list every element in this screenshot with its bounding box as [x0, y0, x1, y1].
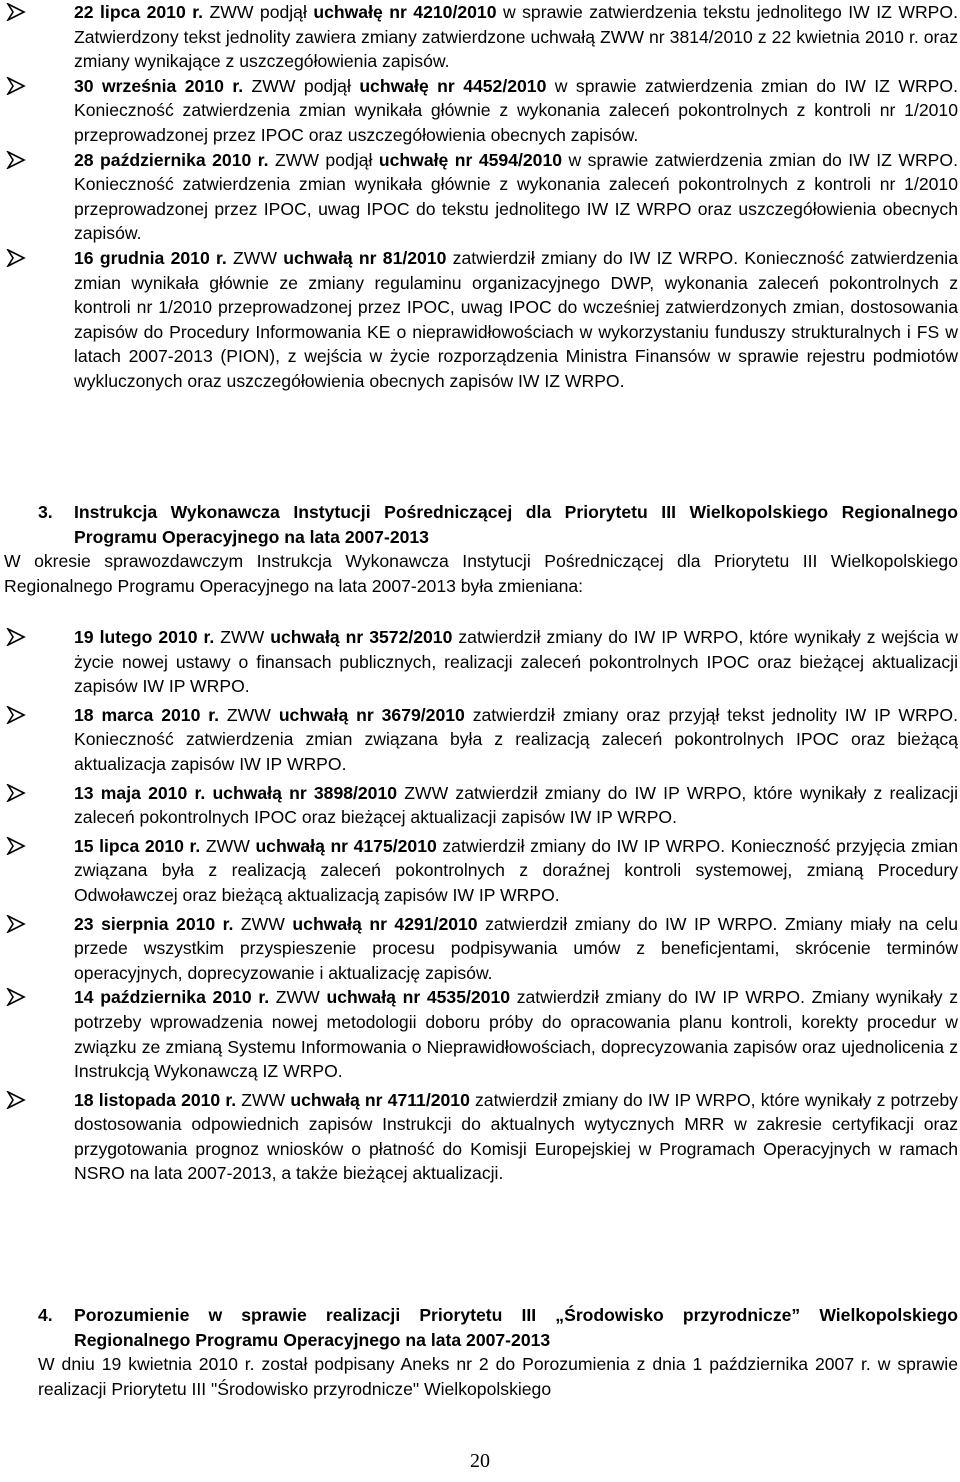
- arrowhead-bullet-icon: [6, 628, 26, 646]
- item-text: zatwierdził zmiany do IW IP WRPO. Zmiany miały na celu przede wszystkim przyspieszenie procesu podpisywania umów z beneficjentami, skrócenie terminów operacyjnych, doprecyzowanie i aktualizację zapisów.: [74, 913, 958, 983]
- section-title: Instrukcja Wykonawcza Instytucji Pośredniczącej dla Priorytetu III Wielkopolskiego Regionalnego Programu Operacyjnego na lata 2007-2013: [74, 502, 958, 547]
- resolution-list-iw-iz: [0, 0, 960, 394]
- item-date: 13 maja 2010 r.: [74, 782, 206, 803]
- section-heading: [0, 500, 960, 549]
- section-heading: [0, 1303, 960, 1352]
- item-pre: ZWW podjął: [203, 2, 314, 22]
- item-resolution: uchwałą nr 4175/2010: [255, 835, 437, 856]
- arrowhead-bullet-icon: [6, 706, 26, 724]
- arrowhead-bullet-icon: [6, 988, 26, 1006]
- item-text: zatwierdził zmiany do IW IP WRPO. Konieczność przyjęcia zmian związana była z realizacją zaleceń pokontrolnych z doraźnej kontroli systemowej, zmianą Procedury Odwoławczej oraz bieżącą aktualizacją zapisów IW IP WRPO.: [74, 835, 958, 905]
- list-item-text: [74, 834, 958, 908]
- item-resolution: uchwałę nr 4594/2010: [378, 149, 563, 170]
- arrowhead-bullet-icon: [6, 249, 26, 267]
- item-pre: ZWW: [200, 835, 256, 856]
- list-item: [0, 703, 960, 777]
- section-title: Porozumienie w sprawie realizacji Priorytetu III „Środowisko przyrodnicze” Wielkopolskiego Regionalnego Programu Operacyjnego na lata 2007-2013: [74, 1305, 958, 1350]
- item-pre: ZWW: [226, 247, 284, 268]
- item-date: 18 listopada 2010 r.: [74, 1089, 237, 1110]
- arrowhead-bullet-icon: [6, 837, 26, 855]
- item-date: 16 grudnia 2010 r.: [74, 247, 227, 268]
- arrowhead-bullet-icon: [6, 77, 26, 95]
- page-number: 20: [470, 1450, 490, 1472]
- list-item-text: [74, 148, 958, 246]
- list-item-text: [74, 1088, 958, 1186]
- arrowhead-bullet-icon: [6, 784, 26, 802]
- list-item-text: [74, 246, 958, 394]
- item-date: 30 września 2010 r.: [74, 75, 244, 96]
- item-resolution: uchwałą nr 81/2010: [283, 247, 447, 268]
- list-item: [0, 1088, 960, 1186]
- item-pre: ZWW: [233, 913, 293, 934]
- item-resolution: uchwałę nr 4452/2010: [359, 75, 547, 96]
- list-item-text: [74, 985, 958, 1083]
- arrowhead-bullet-icon: [6, 3, 26, 21]
- item-date: 22 lipca 2010 r.: [74, 2, 203, 22]
- item-pre: ZWW: [219, 704, 279, 725]
- section-number: 4.: [38, 1305, 53, 1325]
- list-item: [0, 74, 960, 148]
- item-text: zatwierdził zmiany do IW IP WRPO, które wynikały z wejścia w życie nowej ustawy o finansach publicznych, realizacji zaleceń pokontrolnych IPOC oraz bieżącej aktualizacji zapisów IW IP WRPO.: [74, 627, 958, 697]
- item-text: w sprawie zatwierdzenia tekstu jednolitego IW IZ WRPO. Zatwierdzony tekst jednolity zawiera zmiany zatwierdzone uchwałą ZWW nr 3814/2010 z 22 kwietnia 2010 r. oraz zmiany wynikające z uszczegółowienia zapisów.: [74, 2, 958, 72]
- list-item: [0, 781, 960, 830]
- item-resolution: uchwałą nr 4291/2010: [292, 913, 478, 934]
- item-date: 14 października 2010 r.: [74, 987, 270, 1008]
- item-date: 28 października 2010 r.: [74, 149, 269, 170]
- list-item-text: [74, 703, 958, 777]
- resolution-list-iw-ip: [0, 625, 960, 1186]
- item-resolution: uchwałą nr 3572/2010: [270, 627, 453, 647]
- list-item-text: [74, 625, 958, 699]
- item-pre: ZWW: [269, 987, 327, 1008]
- item-date: 23 sierpnia 2010 r.: [74, 913, 234, 934]
- item-text: ZWW zatwierdził zmiany do IW IP WRPO, które wynikały z realizacji zaleceń pokontrolnych IPOC oraz bieżącej aktualizacji zapisów IW IP WRPO.: [74, 782, 958, 828]
- item-text: zatwierdził zmiany do IW IZ WRPO. Konieczność zatwierdzenia zmian wynikała głównie ze zmiany regulaminu organizacyjnego DWP, wykonania zaleceń pokontrolnych z kontroli nr 1/2010 przeprowadzonej przez IPOC, uwag IPOC do wcześniej zatwierdzonych zmian, dostosowania zapisów do Procedury Informowania KE o nieprawidłowościach w wykorzystaniu funduszy strukturalnych i FS w latach 2007-2013 (PION), z wejścia w życie rozporządzenia Ministra Finansów w sprawie rejestru podmiotów wykluczonych oraz uszczegółowienia obecnych zapisów IW IZ WRPO.: [74, 247, 958, 391]
- item-text: zatwierdził zmiany do IW IP WRPO, które wynikały z potrzeby dostosowania odpowiednich zapisów Instrukcji do aktualnych wytycznych MRR w zakresie certyfikacji oraz przygotowania prognoz wniosków o płatność do Komisji Europejskiej w Programach Operacyjnych w ramach NSRO na lata 2007-2013, a także bieżącej aktualizacji.: [74, 1089, 958, 1184]
- list-item: [0, 0, 960, 74]
- list-item: [0, 625, 960, 699]
- arrowhead-bullet-icon: [6, 915, 26, 933]
- section-3: [0, 500, 960, 598]
- item-pre: ZWW: [214, 627, 271, 647]
- list-item: [0, 985, 960, 1083]
- list-item-text: [74, 912, 958, 986]
- section-4: [0, 1303, 960, 1401]
- list-item-text: [74, 74, 958, 148]
- item-resolution: uchwałę nr 4210/2010: [313, 2, 497, 22]
- arrowhead-bullet-icon: [6, 151, 26, 169]
- list-item: [0, 834, 960, 908]
- item-text: w sprawie zatwierdzenia zmian do IW IZ WRPO. Konieczność zatwierdzenia zmian wynikała głównie z wykonania zaleceń pokontrolnych z kontroli nr 1/2010 przeprowadzonej przez IPOC oraz uszczegółowienia obecnych zapisów.: [74, 75, 958, 145]
- item-resolution: uchwałą nr 3898/2010: [212, 782, 398, 803]
- list-item: [0, 148, 960, 246]
- list-item-text: [74, 781, 958, 830]
- arrowhead-bullet-icon: [6, 1091, 26, 1109]
- item-date: 15 lipca 2010 r.: [74, 835, 201, 856]
- list-item: [0, 912, 960, 986]
- item-pre: ZWW podjął: [268, 149, 379, 170]
- item-date: 18 marca 2010 r.: [74, 704, 220, 725]
- section-body: W dniu 19 kwietnia 2010 r. został podpisany Aneks nr 2 do Porozumienia z dnia 1 października 2007 r. w sprawie realizacji Priorytetu III "Środowisko przyrodnicze" Wielkopolskiego: [38, 1354, 958, 1399]
- item-text: zatwierdził zmiany oraz przyjął tekst jednolity IW IP WRPO. Konieczność zatwierdzenia zmian związana była z realizacją zaleceń pokontrolnych IPOC oraz bieżącą aktualizacja zapisów IW IP WRPO.: [74, 704, 958, 774]
- item-text: w sprawie zatwierdzenia zmian do IW IZ WRPO. Konieczność zatwierdzenia zmian wynikała głównie z wykonania zaleceń pokontrolnych z kontroli nr 1/2010 przeprowadzonej przez IPOC, uwag IPOC do tekstu jednolitego IW IZ WRPO oraz uszczegółowienia obecnych zapisów.: [74, 149, 958, 244]
- item-pre: ZWW: [236, 1089, 291, 1110]
- item-date: 19 lutego 2010 r.: [74, 627, 215, 647]
- item-resolution: uchwałą nr 4535/2010: [326, 987, 511, 1008]
- section-body: W okresie sprawozdawczym Instrukcja Wykonawcza Instytucji Pośredniczącej dla Priorytetu III Wielkopolskiego Regionalnego Programu Operacyjnego na lata 2007-2013 była zmieniana:: [4, 551, 958, 596]
- item-pre: ZWW podjął: [243, 75, 360, 96]
- list-item: [0, 246, 960, 394]
- item-resolution: uchwałą nr 4711/2010: [290, 1089, 470, 1110]
- item-text: zatwierdził zmiany do IW IP WRPO. Zmiany wynikały z potrzeby wprowadzenia nowej metodologii doboru próby do opracowania planu kontroli, korekty procedur w związku ze zmianą Systemu Informowania o Nieprawidłowościach, doprecyzowania zapisów oraz ujednolicenia z Instrukcją Wykonawczą IZ WRPO.: [74, 987, 958, 1082]
- item-resolution: uchwałą nr 3679/2010: [278, 704, 465, 725]
- section-number: 3.: [38, 502, 53, 522]
- list-item-text: [74, 0, 958, 74]
